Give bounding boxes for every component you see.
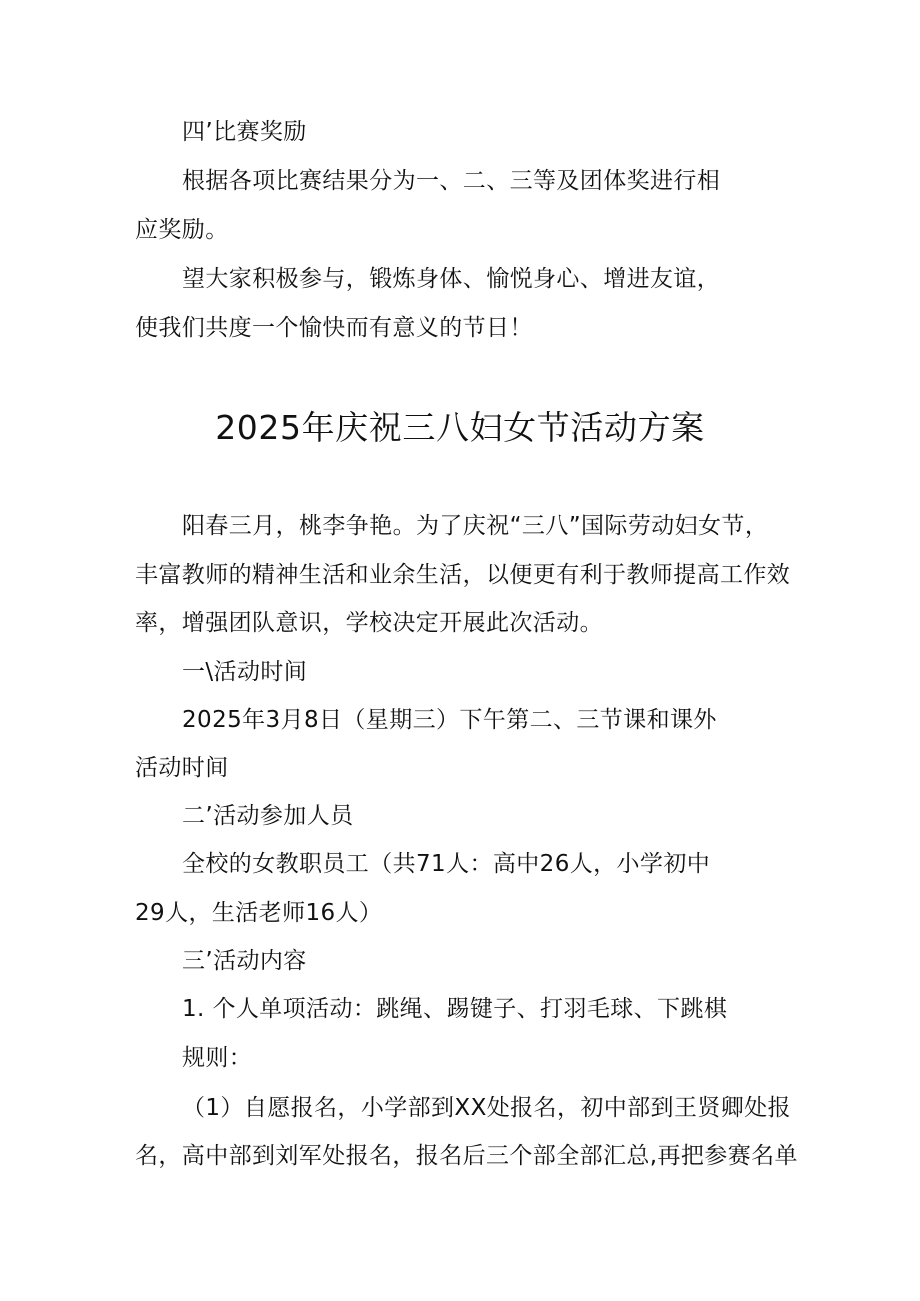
intro-line-1: 阳春三月，桃李争艳。为了庆祝“三八”国际劳动妇女节， (182, 513, 769, 539)
section-participants-line-2: 29人，生活老师16人） (135, 900, 383, 926)
intro-line-2: 丰富教师的精神生活和业余生活，以便更有利于教师提高工作效 (135, 562, 791, 588)
document-title: 2025年庆祝三八妇女节活动方案 (215, 408, 705, 447)
rule-1-line-1: （1）自愿报名，小学部到XX处报名，初中部到王贤卿处报 (182, 1095, 791, 1121)
closing-text-line-1: 望大家积极参与，锻炼身体、愉悦身心、增进友谊， (182, 266, 721, 292)
section-time-heading: 一\活动时间 (182, 659, 308, 685)
section-time-line-1: 2025年3月8日（星期三）下午第二、三节课和课外 (182, 707, 717, 733)
closing-text-line-2: 使我们共度一个愉快而有意义的节日！ (135, 315, 533, 341)
rule-1-line-2: 名，高中部到刘军处报名，报名后三个部全部汇总,再把参赛名单 (135, 1143, 798, 1169)
rules-label: 规则： (182, 1045, 253, 1071)
section-participants-line-1: 全校的女教职员工（共71人：高中26人，小学初中 (182, 851, 711, 877)
section-participants-heading: 二’活动参加人员 (182, 803, 354, 829)
awards-text-line-1: 根据各项比赛结果分为一、二、三等及团体奖进行相 (182, 168, 721, 194)
intro-line-3: 率，增强团队意识，学校决定开展此次活动。 (135, 610, 603, 636)
section-content-heading: 三’活动内容 (182, 948, 307, 974)
section-content-item-1: 1. 个人单项活动：跳绳、踢键子、打羽毛球、下跳棋 (182, 996, 728, 1022)
awards-heading: 四’比赛奖励 (182, 119, 307, 145)
awards-text-line-2: 应奖励。 (135, 217, 229, 243)
section-time-line-2: 活动时间 (135, 755, 229, 781)
